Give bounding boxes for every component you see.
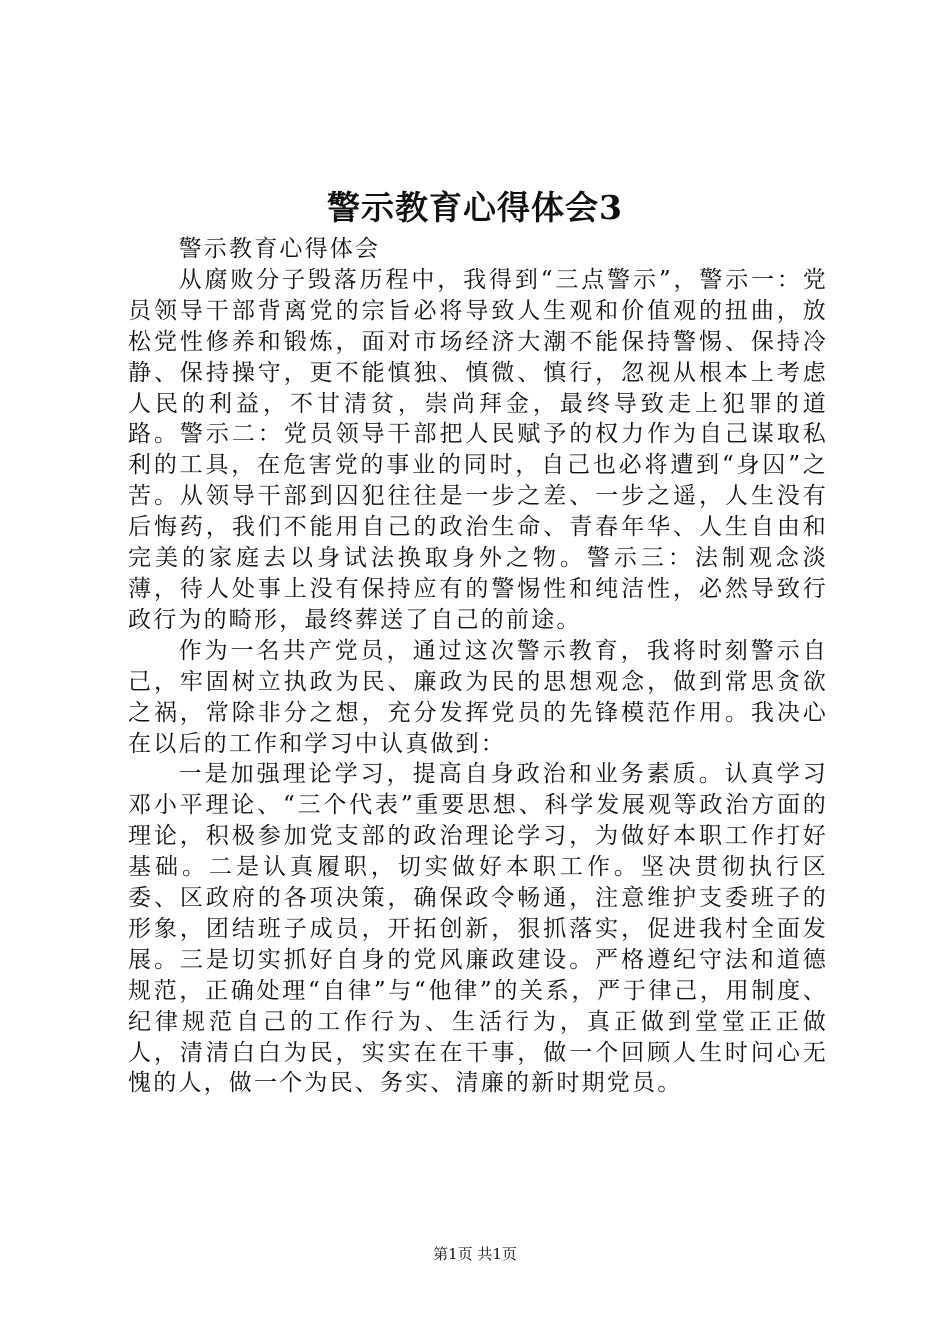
paragraph-commitments: 一是加强理论学习，提高自身政治和业务素质。认真学习邓小平理论、“三个代表”重要思想、科学发展观等政治方面的理论，积极参加党支部的政治理论学习，为做好本职工作打好基础。二是认真履职，切实做好本职工作。坚决贯彻执行区委、区政府的各项决策，确保政令畅通，注意维护支委班子的形象，团结班子成员，开拓创新，狠抓落实，促进我村全面发展。三是切实抓好自身的党风廉政建设。严格遵纪守法和道德规范，正确处理“自律”与“他律”的关系，严于律己，用制度、纪律规范自己的工作行为、生活行为，真正做到堂堂正正做人，清清白白为民，实实在在干事，做一个回顾人生时问心无愧的人，做一个为民、务实、清廉的新时期党员。 xyxy=(128,761,828,1097)
paragraph-subtitle: 警示教育心得体会 xyxy=(178,236,381,262)
document-body xyxy=(128,234,828,1099)
page-footer: 第1页 共1页 xyxy=(433,1245,517,1263)
document-title: 警示教育心得体会3 xyxy=(327,188,623,227)
paragraph-warnings: 从腐败分子毁落历程中，我得到“三点警示”，警示一：党员领导干部背离党的宗旨必将导致人生观和价值观的扭曲，放松党性修养和锻炼，面对市场经济大潮不能保持警惕、保持冷静、保持操守，更不能慎独、慎微、慎行，忽视从根本上考虑人民的利益，不甘清贫，崇尚拜金，最终导致走上犯罪的道路。警示二：党员领导干部把人民赋予的权力作为自己谋取私利的工具，在危害党的事业的同时，自己也必将遭到“身囚”之苦。从领导干部到囚犯往往是一步之差、一步之遥，人生没有后悔药，我们不能用自己的政治生命、青春年华、人生自由和完美的家庭去以身试法换取身外之物。警示三：法制观念淡薄，待人处事上没有保持应有的警惕性和纯洁性，必然导致行政行为的畸形，最终葬送了自己的前途。 xyxy=(128,266,828,633)
paragraph-resolution: 作为一名共产党员，通过这次警示教育，我将时刻警示自己，牢固树立执政为民、廉政为民的思想观念，做到常思贪欲之祸，常除非分之想，充分发挥党员的先锋模范作用。我决心在以后的工作和学习中认真做到： xyxy=(128,637,828,757)
